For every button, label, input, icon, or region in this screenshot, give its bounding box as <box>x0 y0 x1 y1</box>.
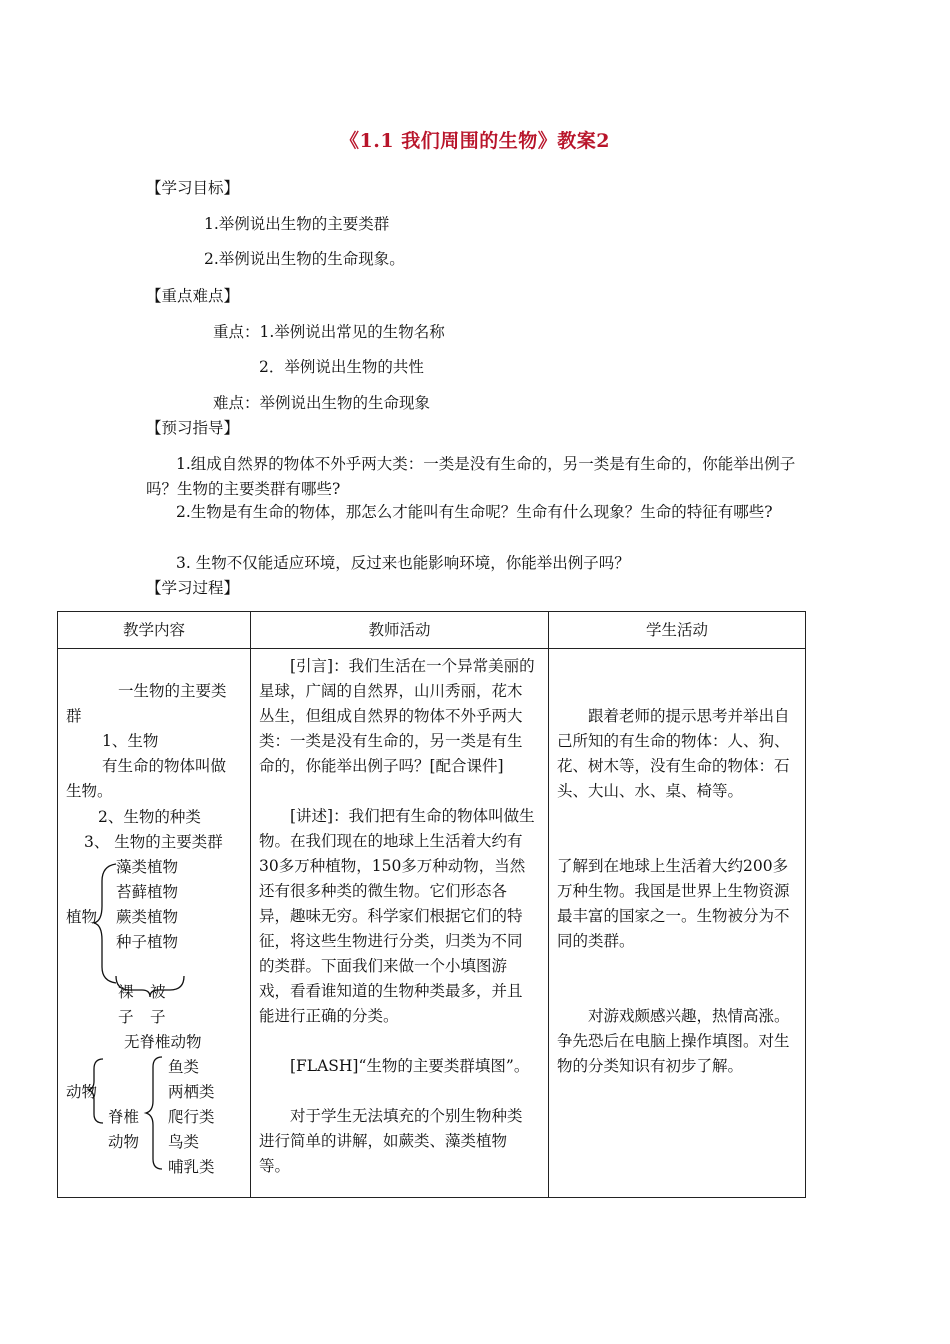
vertebrate-class-4: 鸟类 <box>168 1133 200 1151</box>
preview-question-2: 2.生物是有生命的物体，那怎么才能叫有生命呢？生命有什么现象？生命的特征有哪些? <box>176 503 773 521</box>
student-activity-2: 了解到在地球上生活着大约200多万种生物。我国是世界上生物资源最丰富的国家之一。生物被分为不同的类群。 <box>557 857 790 950</box>
table-header-row <box>58 612 806 649</box>
vertebrate-class-3: 爬行类 <box>168 1108 215 1126</box>
teacher-cell <box>251 649 549 1198</box>
animal-label: 动物 <box>66 1083 98 1101</box>
key-point-2: 2．举例说出生物的共性 <box>259 358 424 376</box>
table-row <box>58 649 806 1198</box>
definition-a: 有生命的物体叫做 <box>102 757 227 775</box>
key-point-1: 重点：1.举例说出常见的生物名称 <box>213 323 445 341</box>
preview-heading: 【预习指导】 <box>146 419 240 437</box>
vertebrate-label-a: 脊椎 <box>108 1108 140 1126</box>
objective-2: 2.举例说出生物的生命现象。 <box>204 250 405 268</box>
difficult-point: 难点：举例说出生物的生命现象 <box>213 394 431 412</box>
objectives-heading: 【学习目标】 <box>146 179 240 197</box>
teacher-flash: [FLASH]“生物的主要类群填图”。 <box>290 1057 530 1075</box>
teacher-note: 对于学生无法填充的个别生物种类进行简单的讲解，如蕨类、藻类植物等。 <box>259 1107 523 1175</box>
plant-group-3: 蕨类植物 <box>116 908 179 926</box>
teacher-explain: [讲述]：我们把有生命的物体叫做生物。在我们现在的地球上生活着大约有30多万种植物，150多万种动物，当然还有很多种类的微生物。它们形态各异，趣味无穷。科学家们根据它们的特征，将这些生物进行分类，归类为不同的类群。下面我们来做一个小填图游戏，看看谁知道的生物种类最多，并且能进行正确的分类。 <box>259 807 535 1025</box>
invertebrates: 无脊椎动物 <box>124 1033 202 1051</box>
plant-group-4: 种子植物 <box>116 933 179 951</box>
vertebrate-class-5: 哺乳类 <box>168 1158 215 1176</box>
plant-label: 植物 <box>66 908 98 926</box>
student-activity-3: 对游戏颇感兴趣，热情高涨。争先恐后在电脑上操作填图。对生物的分类知识有初步了解。 <box>557 1007 790 1075</box>
content-heading-a: 一生物的主要类 <box>118 682 227 700</box>
vertebrate-class-1: 鱼类 <box>168 1058 200 1076</box>
seed-label-3: 子 <box>118 1008 134 1026</box>
preview-question-1: 1.组成自然界的物体不外乎两大类：一类是没有生命的，另一类是有生命的，你能举出例子吗？生物的主要类群有哪些? <box>146 455 796 498</box>
item-species: 2、生物的种类 <box>98 808 201 826</box>
seed-label-4: 子 <box>150 1008 166 1026</box>
item-main-groups: 3、 生物的主要类群 <box>84 833 223 851</box>
content-heading-b: 群 <box>66 707 82 725</box>
seed-label-2: 被 <box>150 983 166 1001</box>
teacher-intro: [引言]：我们生活在一个异常美丽的星球，广阔的自然界，山川秀丽，花木丛生，但组成自然界的物体不外乎两大类：一类是没有生命的，另一类是有生命的，你能举出例子吗？[配合课件] <box>259 657 535 775</box>
plant-group-2: 苔藓植物 <box>116 883 179 901</box>
header-content: 教学内容 <box>58 612 251 649</box>
objective-1: 1.举例说出生物的主要类群 <box>204 215 390 233</box>
content-cell <box>58 649 251 1198</box>
keypoints-heading: 【重点难点】 <box>146 287 240 305</box>
header-student: 学生活动 <box>549 612 806 649</box>
student-activity-1: 跟着老师的提示思考并举出自己所知的有生命的物体：人、狗、花、树木等，没有生命的物体：石头、大山、水、桌、椅等。 <box>557 707 790 800</box>
definition-b: 生物。 <box>66 782 113 800</box>
vertebrate-class-2: 两栖类 <box>168 1083 215 1101</box>
process-heading: 【学习过程】 <box>146 579 240 597</box>
plant-group-1: 藻类植物 <box>116 858 179 876</box>
student-cell <box>549 649 806 1198</box>
item-organism: 1、生物 <box>102 732 159 750</box>
preview-question-3: 3. 生物不仅能适应环境，反过来也能影响环境，你能举出例子吗？ <box>176 554 630 572</box>
lesson-process-table <box>57 611 806 1198</box>
page-title: 《1.1 我们周围的生物》教案2 <box>340 130 610 152</box>
header-teacher: 教师活动 <box>251 612 549 649</box>
seed-label-1: 裸 <box>118 983 134 1001</box>
vertebrate-label-b: 动物 <box>108 1133 140 1151</box>
